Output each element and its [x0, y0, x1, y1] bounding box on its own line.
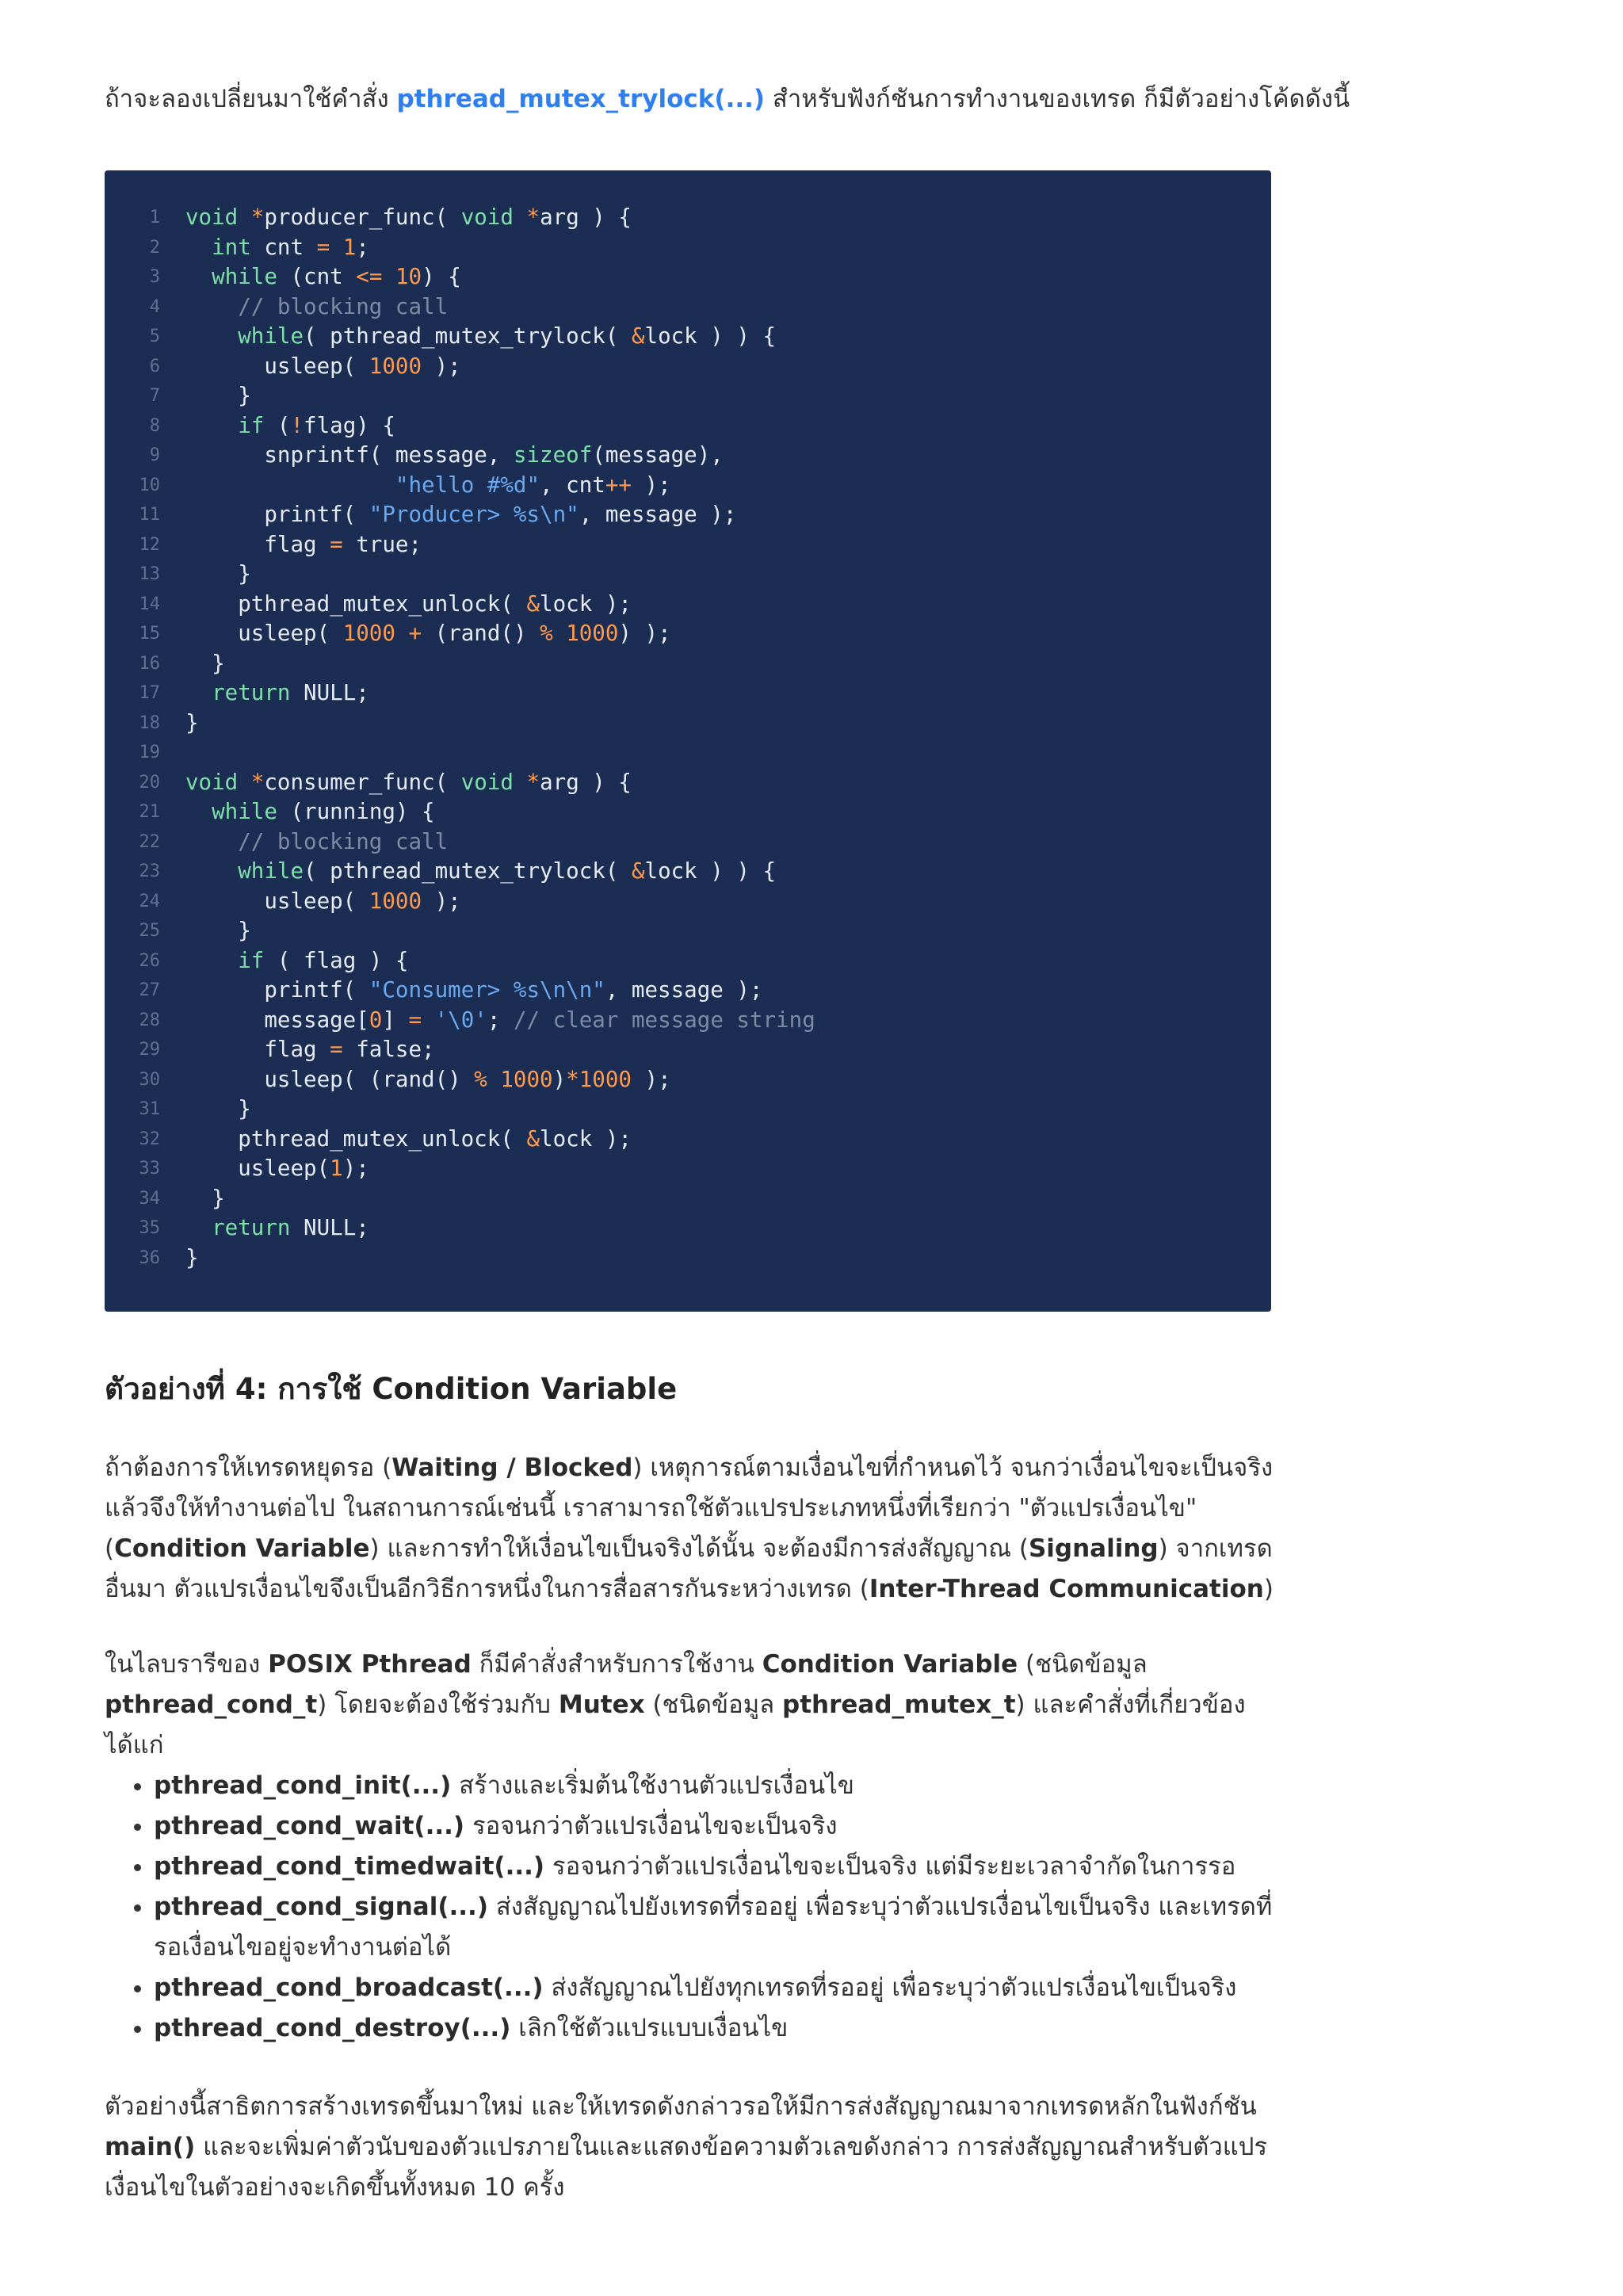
line-number: 32: [139, 1129, 160, 1149]
line-number: 2: [149, 237, 160, 258]
code-line: [105, 381, 1271, 411]
code-line: [105, 976, 1271, 1006]
line-number: 33: [139, 1159, 160, 1179]
function-list-item: [154, 1847, 1279, 1887]
paragraph-condition-intro: ถ้าต้องการให้เทรดหยุดรอ (Waiting / Blocked) เหตุการณ์ตามเงื่อนไขที่กำหนดไว้ จนกว่าเงื่อนไขจะเป็นจริง แล้วจึงให้ทำงานต่อไป ในสถานการณ์เช่นนี้ เราสามารถใช้ตัวแปรประเภทหนึ่งที่เรียกว่า "ตัวแปรเงื่อนไข" (Condition Variable) และการทำให้เงื่อนไขเป็นจริงได้นั้น จะต้องมีการส่งสัญญาณ (Signaling) จากเทรดอื่นมา ตัวแปรเงื่อนไขจึงเป็นอีกวิธีการหนึ่งในการสื่อสารกันระหว่างเทรด (Inter-Thread Communication): [105, 1454, 1274, 1603]
line-number: 10: [139, 475, 160, 495]
line-number: 13: [139, 564, 160, 584]
line-number: 26: [139, 950, 160, 971]
code-line: [105, 678, 1271, 709]
paragraph-posix-intro: ในไลบรารีของ POSIX Pthread ก็มีคำสั่งสำหรับการใช้งาน Condition Variable (ชนิดข้อมูล pthread_cond_t) โดยจะต้องใช้ร่วมกับ Mutex (ชนิดข้อมูล pthread_mutex_t) และคำสั่งที่เกี่ยวข้องได้แก่: [105, 1650, 1246, 1759]
code-text: }: [185, 1244, 199, 1270]
code-text: int cnt = 1;: [212, 234, 369, 260]
code-text: // blocking call: [238, 828, 449, 854]
line-number: 23: [139, 861, 160, 881]
line-number: 30: [139, 1069, 160, 1090]
code-line: [105, 1184, 1271, 1214]
section-heading: ตัวอย่างที่ 4: การใช้ Condition Variable: [105, 1372, 678, 1406]
code-text: usleep( 1000 + (rand() % 1000) );: [185, 621, 671, 646]
intro-text-after: สำหรับฟังก์ชันการทำงานของเทรด ก็มีตัวอย่างโค้ดดังนี้: [765, 85, 1350, 113]
code-text: }: [185, 561, 251, 586]
code-line: [105, 709, 1271, 739]
function-name: pthread_cond_init(...): [154, 1771, 452, 1800]
code-line: [105, 1095, 1271, 1125]
code-text: "hello #%d", cnt++ );: [395, 472, 671, 498]
code-line: [105, 1035, 1271, 1065]
code-text: }: [185, 918, 251, 943]
code-line: [105, 1244, 1271, 1274]
code-line: [105, 738, 1271, 768]
line-number: 3: [149, 267, 160, 287]
code-line: [105, 1065, 1271, 1095]
line-number: 36: [139, 1247, 160, 1268]
intro-paragraph: [105, 79, 1350, 120]
code-line: [105, 827, 1271, 858]
code-line: [105, 916, 1271, 946]
code-line: [105, 619, 1271, 649]
code-line: [105, 292, 1271, 323]
code-text: if ( flag ) {: [238, 947, 409, 973]
code-line: [105, 590, 1271, 620]
code-text: }: [185, 1185, 225, 1211]
line-number: 35: [139, 1218, 160, 1238]
code-text: if (!flag) {: [238, 412, 395, 438]
line-number: 21: [139, 802, 160, 822]
code-text: flag = true;: [185, 531, 422, 557]
code-text: return NULL;: [212, 1215, 369, 1240]
function-list: [105, 1766, 1279, 2049]
function-list-item: [154, 1766, 1279, 1806]
line-number: 12: [139, 534, 160, 555]
line-number: 19: [139, 743, 160, 762]
code-line: [105, 1125, 1271, 1155]
line-number: 15: [139, 624, 160, 644]
code-line: [105, 797, 1271, 827]
code-text: pthread_mutex_unlock( &lock );: [185, 1125, 632, 1152]
function-description: ส่งสัญญาณไปยังทุกเทรดที่รออยู่ เพื่อระบุว่าตัวแปรเงื่อนไขเป็นจริง: [543, 1973, 1237, 2002]
code-text: pthread_mutex_unlock( &lock );: [185, 590, 632, 617]
code-line: [105, 1006, 1271, 1036]
code-text: while( pthread_mutex_trylock( &lock ) ) {: [238, 323, 777, 349]
paragraph-example-description: ตัวอย่างนี้สาธิตการสร้างเทรดขึ้นมาใหม่ และให้เทรดดังกล่าวรอให้มีการส่งสัญญาณมาจากเทรดหลักในฟังก์ชัน main() และจะเพิ่มค่าตัวนับของตัวแปรภายในและแสดงข้อความตัวเลขดังกล่าว การส่งสัญญาณสำหรับตัวแปรเงื่อนไขในตัวอย่างจะเกิดขึ้นทั้งหมด 10 ครั้ง: [105, 2092, 1268, 2202]
code-line: [105, 530, 1271, 560]
line-number: 8: [149, 415, 160, 436]
line-number: 11: [139, 505, 160, 525]
line-number: 14: [139, 594, 160, 614]
line-number: 25: [139, 921, 160, 941]
code-line: [105, 649, 1271, 679]
code-line: [105, 887, 1271, 917]
code-text: return NULL;: [212, 680, 369, 705]
code-text: }: [185, 1096, 251, 1121]
code-line: [105, 857, 1271, 887]
code-text: flag = false;: [185, 1037, 435, 1062]
code-line: [105, 1213, 1271, 1244]
code-text: while (cnt <= 10) {: [212, 264, 461, 289]
function-name: pthread_cond_destroy(...): [154, 2014, 511, 2042]
function-description: ส่งสัญญาณไปยังเทรดที่รออยู่ เพื่อระบุว่าตัวแปรเงื่อนไขเป็นจริง และเทรดที่รอเงื่อนไขอยู่จะทำงานต่อได้: [154, 1893, 1273, 1962]
code-text: usleep( 1000 );: [185, 888, 461, 914]
line-number: 28: [139, 1010, 160, 1030]
code-text: while (running) {: [212, 799, 435, 824]
code-line: [105, 411, 1271, 441]
code-text: usleep(1);: [185, 1156, 369, 1181]
line-number: 17: [139, 683, 160, 703]
line-number: 1: [149, 208, 160, 227]
code-line: [105, 441, 1271, 471]
function-list-item: [154, 2008, 1279, 2049]
function-name: pthread_cond_wait(...): [154, 1812, 465, 1840]
code-text: usleep( 1000 );: [185, 353, 461, 379]
code-text: void *consumer_func( void *arg ) {: [185, 769, 632, 795]
code-block: [105, 170, 1271, 1312]
line-number: 27: [139, 980, 160, 1000]
function-description: รอจนกว่าตัวแปรเงื่อนไขจะเป็นจริง แต่มีระยะเวลาจำกัดในการรอ: [544, 1852, 1236, 1881]
function-name: pthread_cond_broadcast(...): [154, 1973, 544, 2002]
code-line: [105, 471, 1271, 501]
code-text: message[0] = '\0'; // clear message string: [185, 1007, 815, 1033]
line-number: 7: [149, 386, 160, 406]
function-description: เลิกใช้ตัวแปรแบบเงื่อนไข: [510, 2014, 789, 2042]
code-text: snprintf( message, sizeof(message),: [185, 442, 724, 468]
line-number: 24: [139, 891, 160, 911]
line-number: 5: [149, 327, 160, 346]
code-text: void *producer_func( void *arg ) {: [185, 204, 632, 230]
line-number: 34: [139, 1188, 160, 1209]
code-text: }: [185, 650, 225, 676]
function-description: รอจนกว่าตัวแปรเงื่อนไขจะเป็นจริง: [464, 1812, 838, 1840]
line-number: 29: [139, 1040, 160, 1060]
code-line: [105, 560, 1271, 590]
function-name: pthread_cond_signal(...): [154, 1893, 488, 1921]
function-list-item: [154, 1887, 1279, 1968]
line-number: 18: [139, 712, 160, 733]
code-text: }: [185, 383, 251, 408]
function-list-item: [154, 1968, 1279, 2008]
code-line: [105, 203, 1271, 233]
code-text: // blocking call: [238, 293, 449, 319]
function-description: สร้างและเริ่มต้นใช้งานตัวแปรเงื่อนไข: [451, 1771, 854, 1800]
code-line: [105, 262, 1271, 292]
function-list-item: [154, 1806, 1279, 1847]
trylock-link[interactable]: pthread_mutex_trylock(...): [396, 85, 766, 113]
code-line: [105, 768, 1271, 798]
code-text: usleep( (rand() % 1000)*1000 );: [185, 1066, 671, 1092]
line-number: 6: [149, 356, 160, 376]
code-text: printf( "Consumer> %s\n\n", message );: [185, 977, 763, 1003]
code-line: [105, 946, 1271, 976]
line-number: 31: [139, 1099, 160, 1119]
code-text: }: [185, 709, 199, 735]
code-line: [105, 322, 1271, 352]
line-number: 20: [139, 772, 160, 793]
code-text: while( pthread_mutex_trylock( &lock ) ) {: [238, 858, 777, 884]
code-line: [105, 233, 1271, 263]
line-number: 9: [149, 445, 160, 465]
code-line: [105, 500, 1271, 530]
line-number: 4: [149, 296, 160, 317]
function-name: pthread_cond_timedwait(...): [154, 1852, 545, 1881]
line-number: 22: [139, 831, 160, 852]
code-line: [105, 352, 1271, 382]
code-line: [105, 1154, 1271, 1184]
code-text: printf( "Producer> %s\n", message );: [185, 502, 737, 527]
intro-text-before: ถ้าจะลองเปลี่ยนมาใช้คำสั่ง: [105, 85, 397, 113]
line-number: 16: [139, 653, 160, 674]
